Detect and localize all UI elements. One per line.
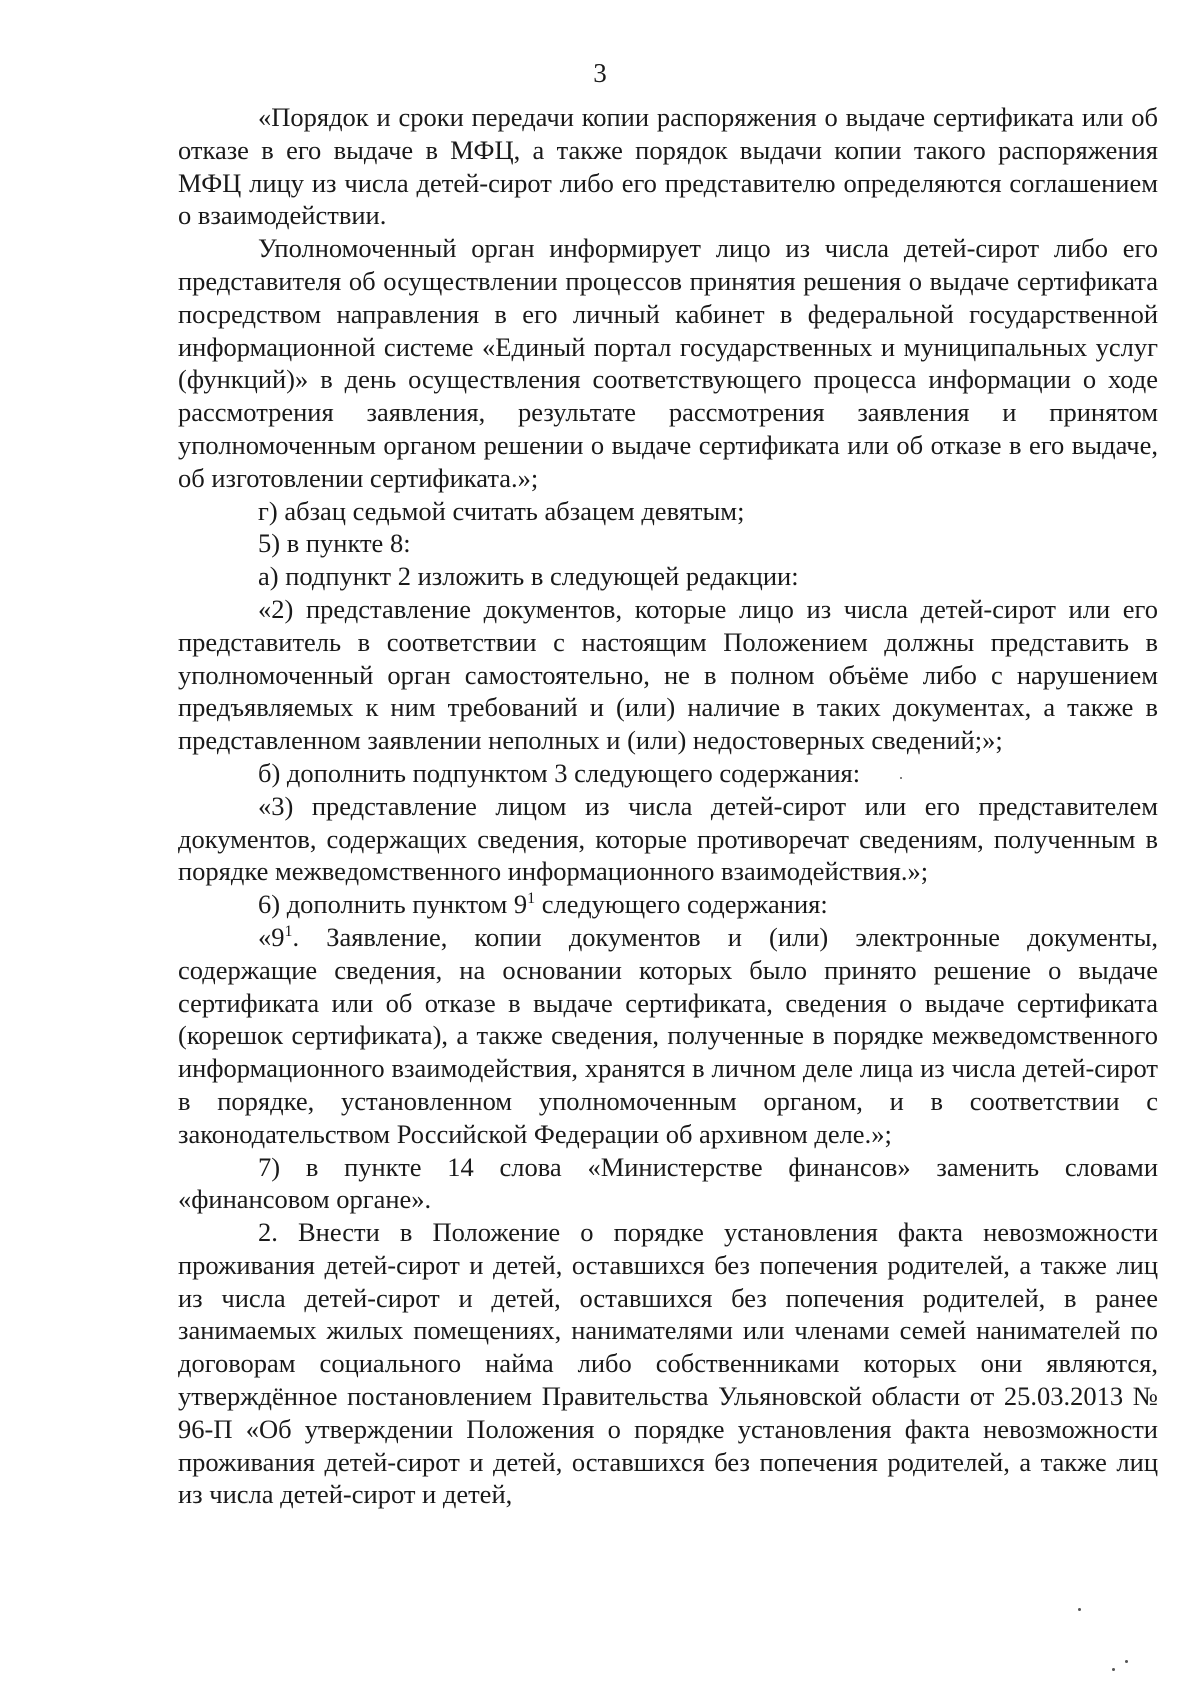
paragraph <box>178 888 1158 921</box>
paragraph: «Порядок и сроки передачи копии распоряжения о выдаче сертификата или об отказе в его выдаче в МФЦ, а также порядок выдачи копии такого распоряжения МФЦ лицу из числа детей-сирот либо его представителю определяются соглашением о взаимодействии. <box>178 102 1158 231</box>
paragraph: г) абзац седьмой считать абзацем девятым; <box>258 495 745 526</box>
paragraph: 2. Внести в Положение о порядке установления факта невозможности проживания детей-сирот и детей, оставшихся без попечения родителей, а также лиц из числа детей-сирот и детей, оставшихся без попечения родителей, в ранее занимаемых жилых помещениях, нанимателями или членами семей нанимателей по договорам социального найма либо собственниками которых они являются, утверждённое постановлением Правительства Ульяновской области от 25.03.2013 № 96-П «Об утверждении Положения о порядке установления факта невозможности проживания детей-сирот и детей, оставшихся без попечения родителей, а также лиц из числа детей-сирот и детей, <box>178 1217 1158 1510</box>
document-body <box>178 101 1158 1511</box>
paragraph: «2) представление документов, которые лицо из числа детей-сирот или его представитель в соответствии с настоящим Положением должны представить в уполномоченный орган самостоятельно, не в полном объёме либо с нарушением предъявляемых к ним требований и (или) наличие в таких документах, а также в представленном заявлении неполных и (или) недостоверных сведений;»; <box>178 593 1158 756</box>
superscript: 1 <box>527 890 536 908</box>
paragraph <box>178 921 1158 1151</box>
paragraph: а) подпункт 2 изложить в следующей редакции: <box>258 561 799 592</box>
paragraph-text: «9 <box>258 921 285 952</box>
paragraph-text: 6) дополнить пунктом 9 <box>258 889 528 920</box>
paragraph: 5) в пункте 8: <box>258 528 411 559</box>
scan-speck <box>900 777 902 779</box>
paragraph: Уполномоченный орган информирует лицо из числа детей-сирот либо его представителя об осуществлении процессов принятия решения о выдаче сертификата посредством направления в его личный кабинет в федеральной государственной информационной системе «Единый портал государственных и муниципальных услуг (функций)» в день осуществления соответствующего процесса информации о ходе рассмотрения заявления, результате рассмотрения заявления и принятом уполномоченным органом решении о выдаче сертификата или об отказе в его выдаче, об изготовлении сертификата.»; <box>178 233 1158 493</box>
paragraph: «3) представление лицом из числа детей-сирот или его представителем документов, содержащих сведения, которые противоречат сведениям, полученным в порядке межведомственного информационного взаимодействия.»; <box>178 790 1158 887</box>
superscript: 1 <box>284 922 293 940</box>
paragraph-text: следующего содержания: <box>535 889 828 920</box>
scan-speck <box>1125 1660 1128 1663</box>
paragraph-text: . Заявление, копии документов и (или) электронные документы, содержащие сведения, на основании которых было принято решение о выдаче сертификата или об отказе в выдаче сертификата, сведения о выдаче сертификата (корешок сертификата), а также сведения, полученные в порядке межведомственного информационного взаимодействия, хранятся в личном деле лица из числа детей-сирот в порядке, установленном уполномоченным органом, и в соответствии с законодательством Российской Федерации об архивном деле.»; <box>178 921 1158 1149</box>
scan-speck <box>1112 1668 1115 1671</box>
paragraph: 7) в пункте 14 слова «Министерстве финансов» заменить словами «финансовом органе». <box>178 1151 1158 1215</box>
scan-speck <box>1078 1608 1081 1611</box>
paragraph: б) дополнить подпунктом 3 следующего содержания: <box>258 757 861 788</box>
page-number: 3 <box>593 58 607 88</box>
